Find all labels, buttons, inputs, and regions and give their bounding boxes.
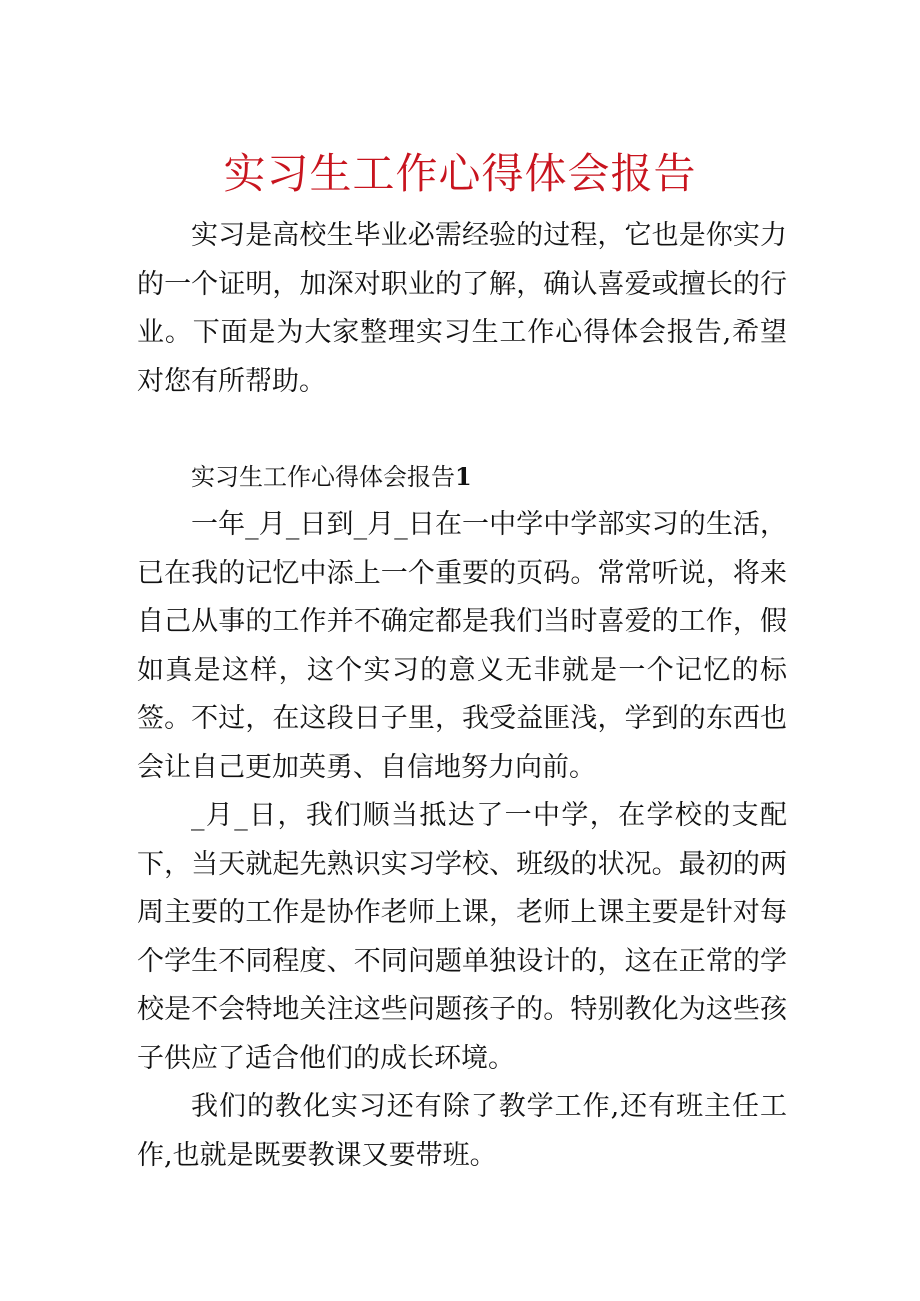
section-heading xyxy=(137,453,787,501)
section-heading-text: 实习生工作心得体会报告 xyxy=(191,463,455,491)
intro-paragraph: 实习是高校生毕业必需经验的过程，它也是你实力的一个证明，加深对职业的了解，确认喜爱或擅长的行业。下面是为大家整理实习生工作心得体会报告,希望对您有所帮助。 xyxy=(137,220,787,397)
document-title: 实习生工作心得体会报告 xyxy=(223,149,697,198)
section-spacer xyxy=(137,406,787,453)
body-paragraph-1: 一年_月_日到_月_日在一中学中学部实习的生活，已在我的记忆中添上一个重要的页码。常常听说，将来自己从事的工作并不确定都是我们当时喜爱的工作，假如真是这样，这个实习的意义无非就是一个记忆的标签。不过，在这段日子里，我受益匪浅，学到的东西也会让自己更加英勇、自信地努力向前。 xyxy=(137,509,787,783)
document-body xyxy=(137,212,787,1180)
section-heading-number: 1 xyxy=(455,462,472,491)
body-paragraph-2: _月_日，我们顺当抵达了一中学，在学校的支配下，当天就起先熟识实习学校、班级的状况。最初的两周主要的工作是协作老师上课，老师上课主要是针对每个学生不同程度、不同问题单独设计的，这在正常的学校是不会特地关注这些问题孩子的。特别教化为这些孩子供应了适合他们的成长环境。 xyxy=(137,800,787,1074)
body-paragraph-3: 我们的教化实习还有除了教学工作,还有班主任工作,也就是既要教课又要带班。 xyxy=(137,1091,787,1171)
